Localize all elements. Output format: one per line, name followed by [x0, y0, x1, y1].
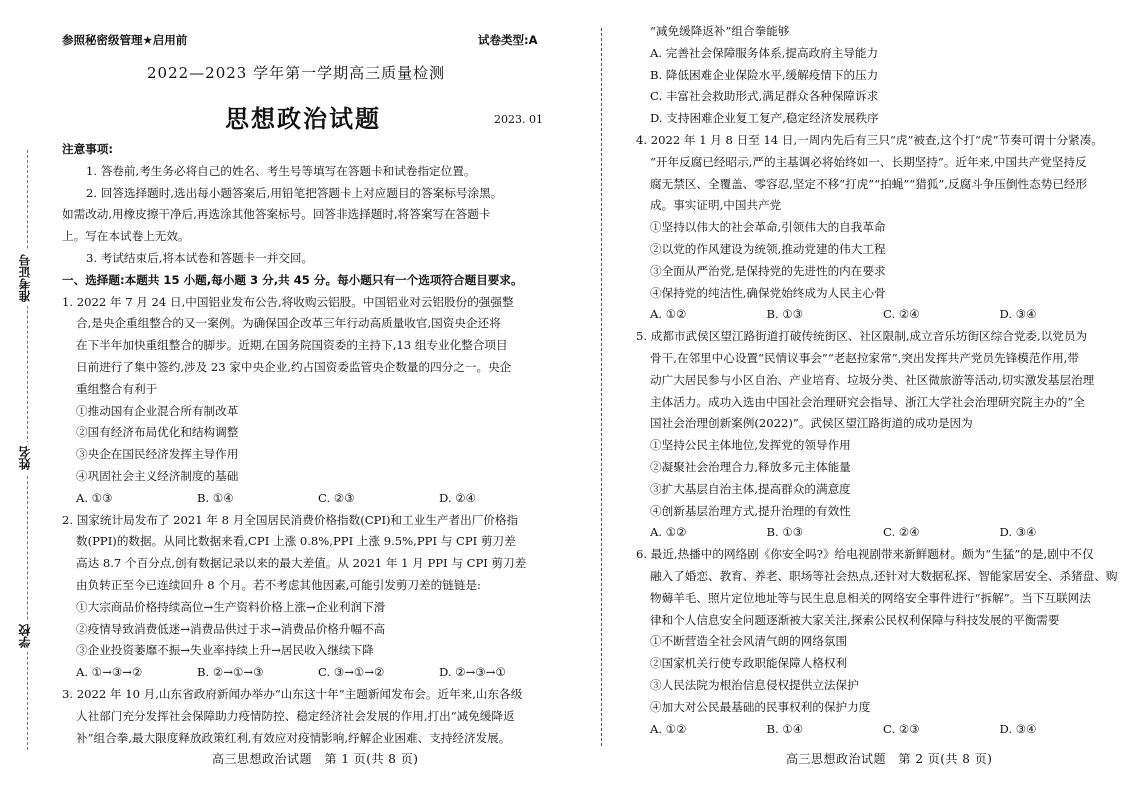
- statement-item: ②凝聚社会治理合力,释放多元主体能量: [650, 459, 851, 474]
- statement-item: ④加大对公民最基础的民事权利的保护力度: [650, 699, 871, 714]
- question-text: 融入了婚恋、教育、养老、职场等社会热点,还针对大数据私探、智能家居安全、杀猪盘、购: [650, 568, 1118, 583]
- option-d[interactable]: D. ③④: [999, 525, 1037, 540]
- notice-item: 2. 回答选择题时,选出每小题答案后,用铅笔把答题卡上对应题目的答案标号涂黑。: [86, 185, 503, 200]
- option-a[interactable]: A. ①②: [650, 307, 687, 322]
- statement-item: ①坚持公民主体地位,发挥党的领导作用: [650, 438, 851, 453]
- option-a[interactable]: A. 完善社会保障服务体系,提高政府主导能力: [650, 45, 879, 60]
- statement-item: ①大宗商品价格持续高位→生产资料价格上涨→企业利润下滑: [76, 599, 386, 614]
- option-c[interactable]: C. ②③: [883, 721, 920, 736]
- option-b[interactable]: B. ①④: [197, 490, 234, 505]
- question-text: 律和个人信息安全问题逐渐被大家关注,探索公民权利保障与科技发展的平衡需要: [650, 612, 1060, 627]
- statement-item: ①不断营造全社会风清气朗的网络氛围: [650, 634, 848, 649]
- page-footer: 高三思想政治试题 第 2 页(共 8 页): [786, 752, 993, 766]
- statement-item: ①推动国有企业混合所有制改革: [76, 403, 239, 418]
- question-text: 6. 最近,热播中的网络剧《你安全吗?》给电视剧带来新鲜题材。颇为“生猛”的是,剧中不仅: [636, 547, 1094, 562]
- statement-item: ④巩固社会主义经济制度的基础: [76, 468, 239, 483]
- statement-item: ③扩大基层自治主体,提高群众的满意度: [650, 481, 851, 496]
- question-text: 2. 国家统计局发布了 2021 年 8 月全国居民消费价格指数(CPI)和工业生产者出厂价格指: [62, 512, 519, 527]
- school-label: 学校: [16, 620, 38, 652]
- question-text: “减免缓降返补”组合拳能够: [650, 24, 790, 38]
- question-text: 主体活力。成功入选由中国社会治理研究会指导、浙江大学社会治理研究院主办的“全: [650, 394, 1085, 409]
- option-d[interactable]: D. ③④: [999, 307, 1037, 322]
- answer-options: [636, 719, 1116, 741]
- question-text: “开年反腐已经昭示,严的主基调必将始终如一、长期坚持”。近年来,中国共产党坚持反: [650, 154, 1087, 169]
- page-footer: 高三思想政治试题 第 1 页(共 8 页): [212, 752, 419, 766]
- question-text: 1. 2022 年 7 月 24 日,中国铝业发布公告,将收购云铝股。中国铝业对云铝股份的强强整: [62, 294, 514, 309]
- statement-item: ②国有经济布局优化和结构调整: [76, 425, 239, 440]
- question-4: [636, 130, 1116, 326]
- statement-item: ③央企在国民经济发挥主导作用: [76, 447, 239, 462]
- question-text: 补”组合拳,最大限度释放政策红利,有效应对疫情影响,纾解企业困难、支持经济发展。: [76, 730, 511, 745]
- option-d[interactable]: D. ②→③→①: [439, 665, 506, 680]
- question-3-continued: [636, 21, 1116, 130]
- exam-number-label: 准考证号: [16, 250, 38, 306]
- name-label: 姓名: [16, 442, 38, 474]
- notice-block: [62, 139, 594, 749]
- page-divider: [601, 28, 602, 746]
- exam-title: 思想政治试题: [225, 105, 381, 133]
- option-c[interactable]: C. ②④: [883, 525, 920, 540]
- notice-heading: 注意事项:: [62, 142, 114, 156]
- statement-item: ④保持党的纯洁性,确保党始终成为人民主心骨: [650, 285, 886, 300]
- statement-item: ③全面从严治党,是保持党的先进性的内在要求: [650, 263, 886, 278]
- option-b[interactable]: B. ②→①→③: [197, 665, 264, 680]
- question-text: 高达 8.7 个百分点,创有数据记录以来的最大差值。从 2021 年 1 月 PPI 与 CPI 剪刀差: [76, 556, 527, 571]
- option-b[interactable]: B. ①③: [766, 525, 804, 540]
- statement-item: ③企业投资萎靡不振→失业率持续上升→居民收入继续下降: [76, 643, 374, 658]
- answer-options: [636, 304, 1116, 326]
- section-heading: 一、选择题:本题共 15 小题,每小题 3 分,共 45 分。每小题只有一个选项符合题目要求。: [62, 272, 523, 287]
- question-text: 日前进行了集中签约,涉及 23 家中央企业,约占国资委监管央企数量的四分之一。央企: [76, 359, 512, 374]
- question-text: 国社会治理创新案例(2022)”。武侯区望江路街道的成功是因为: [650, 416, 973, 431]
- option-b[interactable]: B. ①④: [766, 721, 804, 736]
- question-text: 成。事实证明,中国共产党: [650, 198, 782, 213]
- statement-item: ②疫情导致消费低迷→消费品供过于求→消费品价格升幅不高: [76, 621, 386, 636]
- answer-options: [62, 662, 594, 684]
- question-text: 动广大居民参与小区自治、产业培育、垃圾分类、社区微旅游等活动,切实激发基层治理: [650, 372, 1095, 387]
- paper-type: 试卷类型:A: [478, 33, 538, 47]
- option-a[interactable]: A. ①③: [76, 490, 113, 505]
- notice-item: 3. 考试结束后,将本试卷和答题卡一并交回。: [86, 250, 314, 265]
- statement-item: ③人民法院为根治信息侵权提供立法保护: [650, 677, 859, 692]
- question-3: [62, 684, 594, 749]
- statement-item: ①坚持以伟大的社会革命,引领伟大的自我革命: [650, 220, 886, 235]
- option-c[interactable]: C. 丰富社会救助形式,满足群众各种保障诉求: [650, 89, 879, 104]
- question-text: 腐无禁区、全覆盖、零容忍,坚定不移“打虎”“拍蝇”“猎狐”,反腐斗争压倒性态势已经形: [650, 176, 1088, 191]
- question-text: 重组整合有利于: [76, 381, 158, 396]
- notice-item: 如需改动,用橡皮擦干净后,再选涂其他答案标号。回答非选择题时,将答案写在答题卡: [62, 207, 491, 222]
- answer-options: [62, 488, 594, 510]
- option-d[interactable]: D. ②④: [439, 490, 477, 505]
- statement-item: ②以党的作风建设为统领,推动党建的伟大工程: [650, 241, 886, 256]
- option-c[interactable]: C. ③→①→②: [318, 665, 385, 680]
- option-b[interactable]: B. ①③: [766, 307, 804, 322]
- question-text: 4. 2022 年 1 月 8 日至 14 日,一周内先后有三只“虎”被查,这个打“虎”节奏可谓十分紧凑。: [636, 132, 1103, 147]
- statement-item: ②国家机关行使专政职能保障人格权利: [650, 656, 848, 671]
- question-text: 由负转正至今已连续回升 8 个月。若不考虑其他因素,可能引发剪刀差的链链是:: [76, 577, 481, 592]
- option-c[interactable]: C. ②③: [318, 490, 355, 505]
- answer-options: [636, 522, 1116, 544]
- question-text: 骨干,在邻里中心设置“民情议事会”“老赵拉家常”,突出发挥共产党员先锋模范作用,带: [650, 350, 1079, 365]
- option-a[interactable]: A. ①→③→②: [76, 665, 143, 680]
- exam-subtitle: 2022—2023 学年第一学期高三质量检测: [147, 64, 446, 82]
- question-2: [62, 510, 594, 684]
- notice-item: 上。写在本试卷上无效。: [62, 229, 190, 244]
- question-text: 3. 2022 年 10 月,山东省政府新闻办举办“山东这十年”主题新闻发布会。近年来,山东各级: [62, 686, 523, 701]
- question-text: 在下半年加快重组整合的脚步。近期,在国务院国资委的主持下,13 组专业化整合项目: [76, 338, 508, 353]
- option-d[interactable]: D. 支持困难企业复工复产,稳定经济发展秩序: [650, 111, 879, 126]
- question-text: 5. 成都市武侯区望江路街道打破传统街区、社区限制,成立音乐坊街区综合党委,以党员为: [636, 329, 1088, 344]
- question-text: 数(PPI)的数据。从同比数据来看,CPI 上涨 0.8%,PPI 上涨 9.5%,PPI 与 CPI 剪刀差: [76, 534, 516, 549]
- question-text: 人社部门充分发挥社会保障助力疫情防控、稳定经济社会发展的作用,打出“减免缓降返: [76, 708, 515, 723]
- secret-level: 参照秘密级管理★启用前: [62, 33, 188, 47]
- statement-item: ④创新基层治理方式,提升治理的有效性: [650, 503, 851, 518]
- question-text: 合,是央企重组整合的又一案例。为确保国企改革三年行动高质量收官,国资央企还将: [76, 316, 501, 331]
- option-d[interactable]: D. ③④: [999, 721, 1037, 736]
- option-a[interactable]: A. ①②: [650, 721, 687, 736]
- question-6: [636, 544, 1116, 740]
- question-1: [62, 292, 594, 510]
- notice-item: 1. 答卷前,考生务必将自己的姓名、考生号等填写在答题卡和试卷指定位置。: [86, 163, 476, 178]
- right-column-body: [636, 21, 1116, 740]
- option-b[interactable]: B. 降低困难企业保险水平,缓解疫情下的压力: [650, 67, 879, 82]
- question-5: [636, 326, 1116, 544]
- exam-date: 2023. 01: [494, 113, 543, 126]
- option-c[interactable]: C. ②④: [883, 307, 920, 322]
- question-text: 物薅羊毛、照片定位地址等与民生息息相关的网络安全事件进行“拆解”。当下互联网法: [650, 590, 1091, 605]
- option-a[interactable]: A. ①②: [650, 525, 687, 540]
